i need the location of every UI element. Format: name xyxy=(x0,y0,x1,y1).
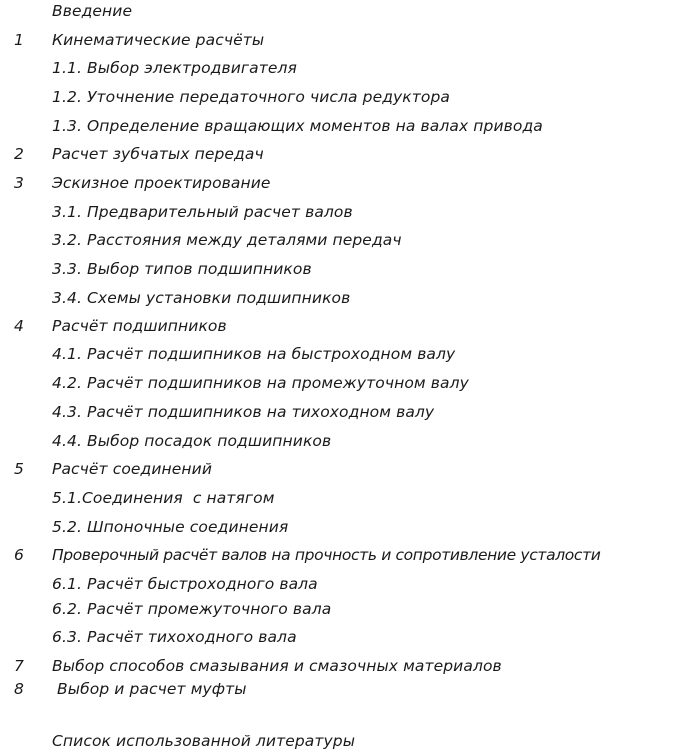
toc-entry-number: 1 xyxy=(14,31,24,49)
toc-entry-number: 5 xyxy=(14,460,24,478)
toc-subentry-title: 6.3. Расчёт тихоходного вала xyxy=(52,628,297,646)
toc-entry-title: Проверочный расчёт валов на прочность и сопротивление усталости xyxy=(52,546,601,564)
toc-subentry-title: 1.3. Определение вращающих моментов на валах привода xyxy=(52,117,543,135)
toc-intro-title: Введение xyxy=(52,2,133,20)
toc-entry-number: 4 xyxy=(14,317,24,335)
toc-entry-title: Эскизное проектирование xyxy=(52,174,271,192)
toc-entry-number: 8 xyxy=(14,680,24,698)
toc-entry-number: 7 xyxy=(14,657,24,675)
toc-subentry-title: 1.2. Уточнение передаточного числа редуктора xyxy=(52,88,451,106)
toc-subentry-title: 3.1. Предварительный расчет валов xyxy=(52,203,353,221)
toc-entry-title: Выбор и расчет муфты xyxy=(52,680,247,698)
toc-subentry-title: 3.3. Выбор типов подшипников xyxy=(52,260,312,278)
toc-subentry-title: 4.4. Выбор посадок подшипников xyxy=(52,432,332,450)
toc-subentry-title: 5.2. Шпоночные соединения xyxy=(52,518,289,536)
toc-entry-title: Кинематические расчёты xyxy=(52,31,265,49)
toc-subentry-title: 4.3. Расчёт подшипников на тихоходном валу xyxy=(52,403,435,421)
toc-subentry-title: 3.4. Схемы установки подшипников xyxy=(52,289,351,307)
toc-references-title: Список использованной литературы xyxy=(52,732,356,750)
toc-entry-title: Расчет зубчатых передач xyxy=(52,145,264,163)
toc-subentry-title: 1.1. Выбор электродвигателя xyxy=(52,59,297,77)
toc-entry-title: Расчёт соединений xyxy=(52,460,212,478)
toc-subentry-title: 4.1. Расчёт подшипников на быстроходном валу xyxy=(52,345,456,363)
toc-subentry-title: 3.2. Расстояния между деталями передач xyxy=(52,231,402,249)
toc-subentry-title: 6.2. Расчёт промежуточного вала xyxy=(52,600,332,618)
toc-subentry-title: 4.2. Расчёт подшипников на промежуточном валу xyxy=(52,374,469,392)
toc-subentry-title: 6.1. Расчёт быстроходного вала xyxy=(52,575,318,593)
toc-entry-number: 3 xyxy=(14,174,24,192)
toc-entry-title: Выбор способов смазывания и смазочных материалов xyxy=(52,657,502,675)
toc-entry-number: 6 xyxy=(14,546,24,564)
toc-subentry-title: 5.1.Соединения с натягом xyxy=(52,489,275,507)
toc-entry-title: Расчёт подшипников xyxy=(52,317,227,335)
toc-entry-number: 2 xyxy=(14,145,24,163)
